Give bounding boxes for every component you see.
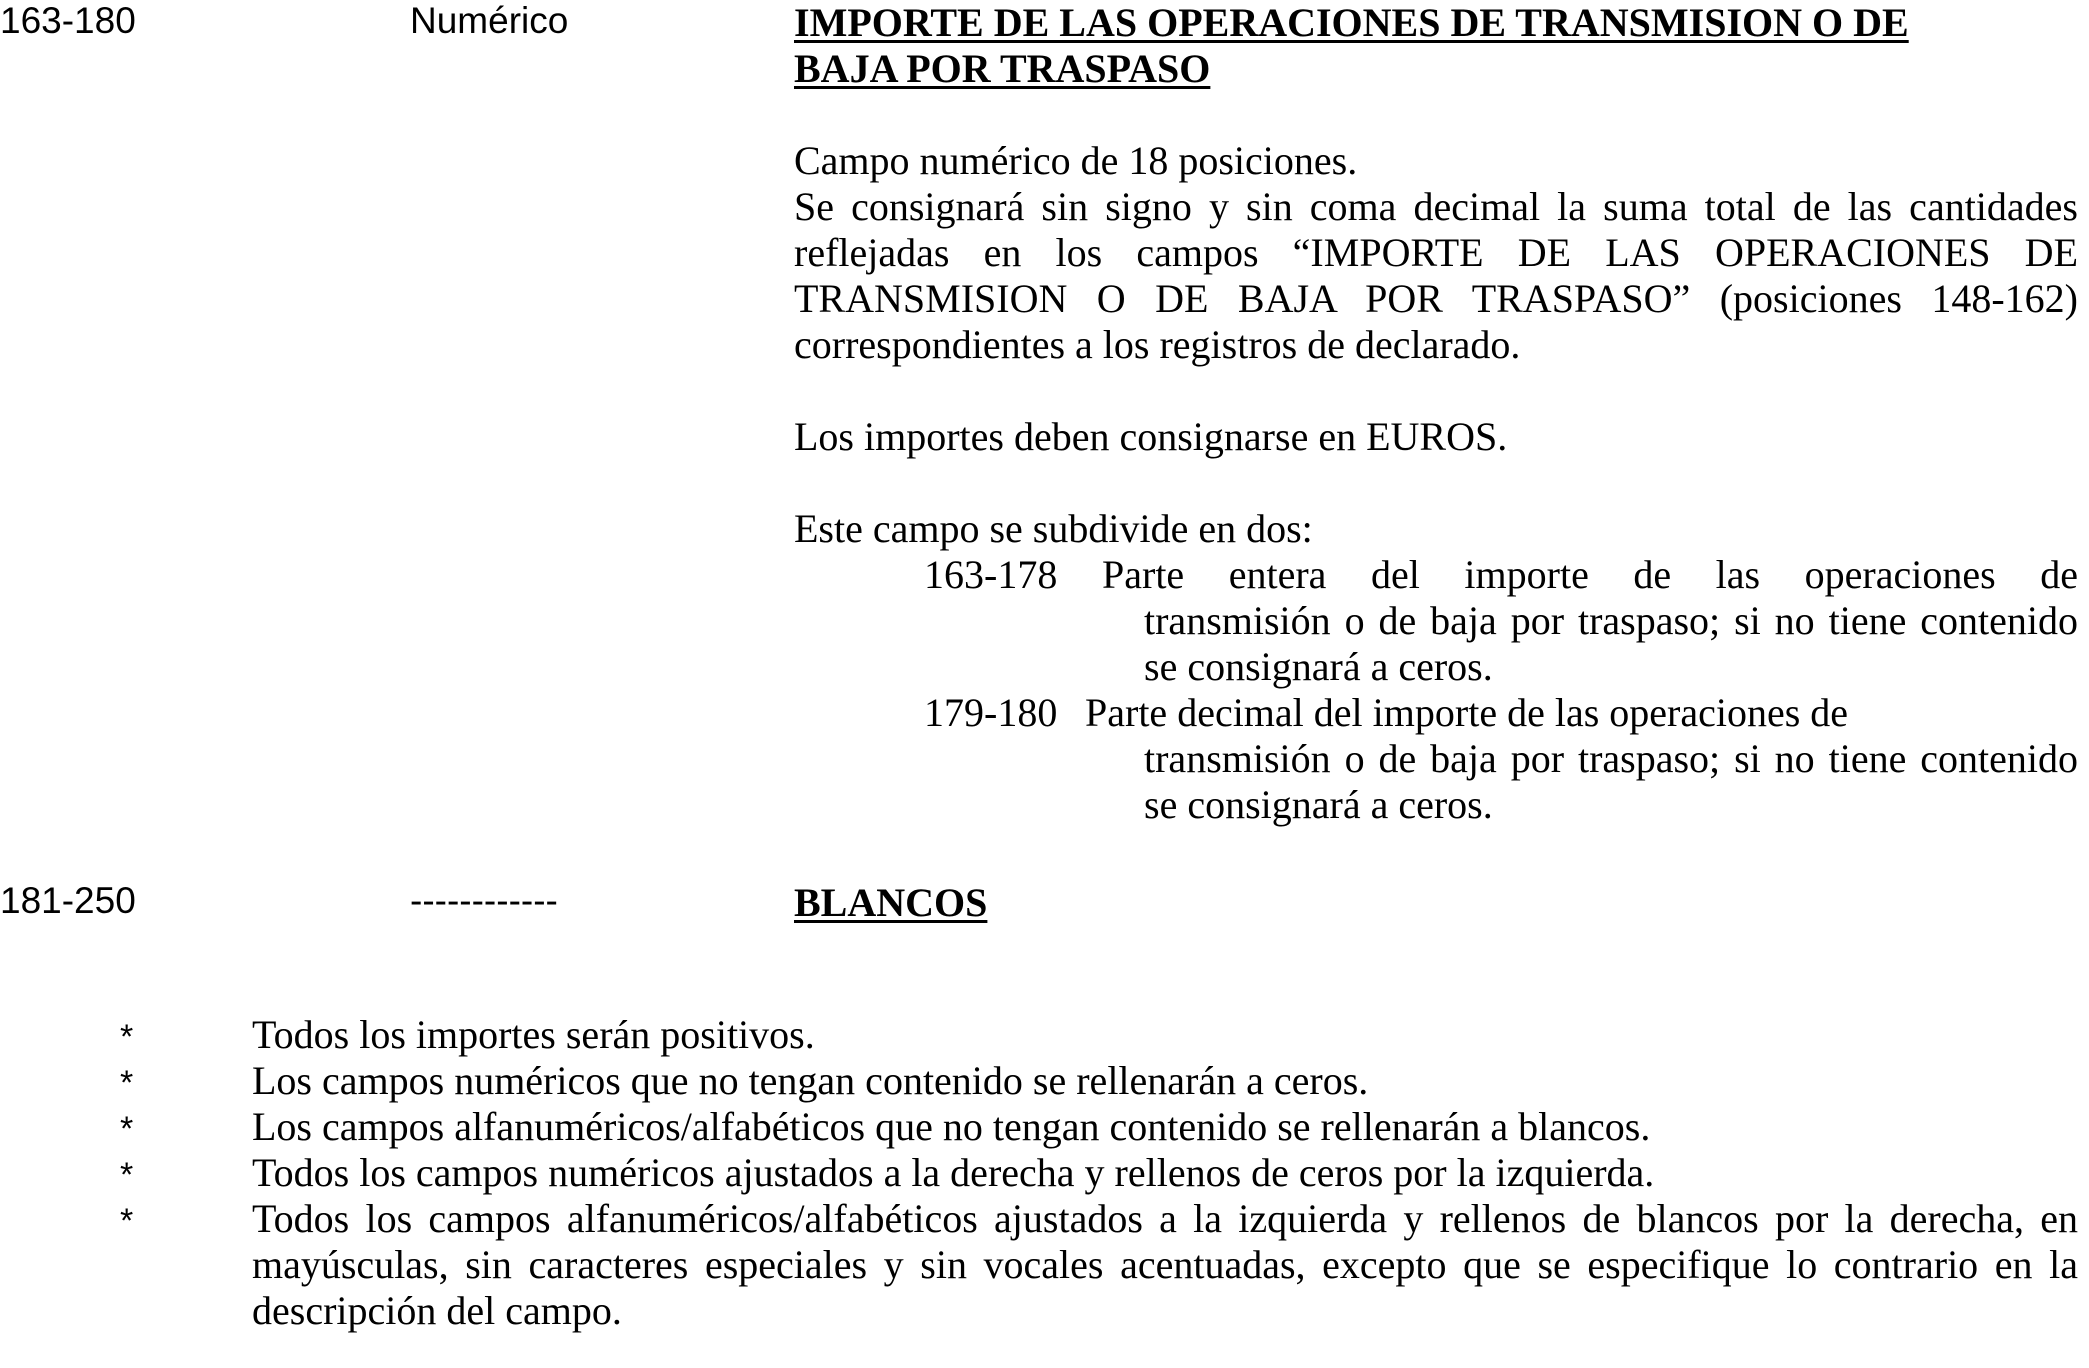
field-title-line2: BAJA POR TRASPASO (794, 46, 1211, 91)
field-length-text: Campo numérico de 18 posiciones. (794, 138, 1358, 183)
subdivision-intro: Este campo se subdivide en dos: (794, 506, 1313, 551)
subfield-text: Parte entera del importe de las operaciones de (1102, 552, 2078, 597)
note-item (0, 1150, 2078, 1196)
bullet: * (120, 1202, 134, 1240)
note-item (0, 1104, 2078, 1150)
note-text: Todos los importes serán positivos. (252, 1012, 815, 1057)
bullet: * (120, 1018, 134, 1056)
subfield-text-rest: transmisión o de baja por traspaso; si no tiene contenido se consignará a ceros. (1144, 598, 2078, 689)
currency-text: Los importes deben consignarse en EUROS. (794, 414, 1508, 459)
field-title-line1: IMPORTE DE LAS OPERACIONES DE TRANSMISION O DE (794, 0, 1909, 45)
note-text: Los campos alfanuméricos/alfabéticos que no tengan contenido se rellenarán a blancos. (252, 1104, 1651, 1149)
subfield-code: 163-178 (924, 552, 1058, 597)
bullet: * (120, 1156, 134, 1194)
note-item (0, 1058, 2078, 1104)
subfield-text-rest: transmisión o de baja por traspaso; si no tiene contenido se consignará a ceros. (1144, 736, 2078, 827)
bullet: * (120, 1110, 134, 1148)
field-type: ------------ (410, 880, 558, 921)
subfield-integer (794, 552, 2078, 690)
note-text: Todos los campos numéricos ajustados a la derecha y rellenos de ceros por la izquierda. (252, 1150, 1655, 1195)
subfield-text: Parte decimal del importe de las operaciones de (1085, 690, 1849, 735)
subfield-code: 179-180 (924, 690, 1058, 735)
field-title: BLANCOS (794, 880, 988, 925)
field-positions: 181-250 (0, 880, 136, 921)
note-text: Los campos numéricos que no tengan contenido se rellenarán a ceros. (252, 1058, 1369, 1103)
field-description (794, 0, 2078, 828)
note-item (0, 1196, 2078, 1334)
field-type: Numérico (410, 0, 569, 41)
note-item (0, 1012, 2078, 1058)
bullet: * (120, 1064, 134, 1102)
field-positions: 163-180 (0, 0, 136, 41)
subfield-decimal (794, 690, 2078, 828)
field-description (794, 880, 2078, 926)
field-title (794, 0, 2078, 92)
note-text: Todos los campos alfanuméricos/alfabéticos ajustados a la izquierda y rellenos de blancos por la derecha, en mayúsculas, sin caracteres especiales y sin vocales acentuadas, excepto que se especifique lo contrario en la descripción del campo. (252, 1196, 2078, 1333)
field-rule-text: Se consignará sin signo y sin coma decimal la suma total de las cantidades reflejadas en los campos “IMPORTE DE LAS OPERACIONES DE TRANSMISION O DE BAJA POR TRASPASO” (posiciones 148-162) correspondientes a los registros de declarado. (794, 184, 2078, 367)
general-notes (0, 1012, 2078, 1334)
